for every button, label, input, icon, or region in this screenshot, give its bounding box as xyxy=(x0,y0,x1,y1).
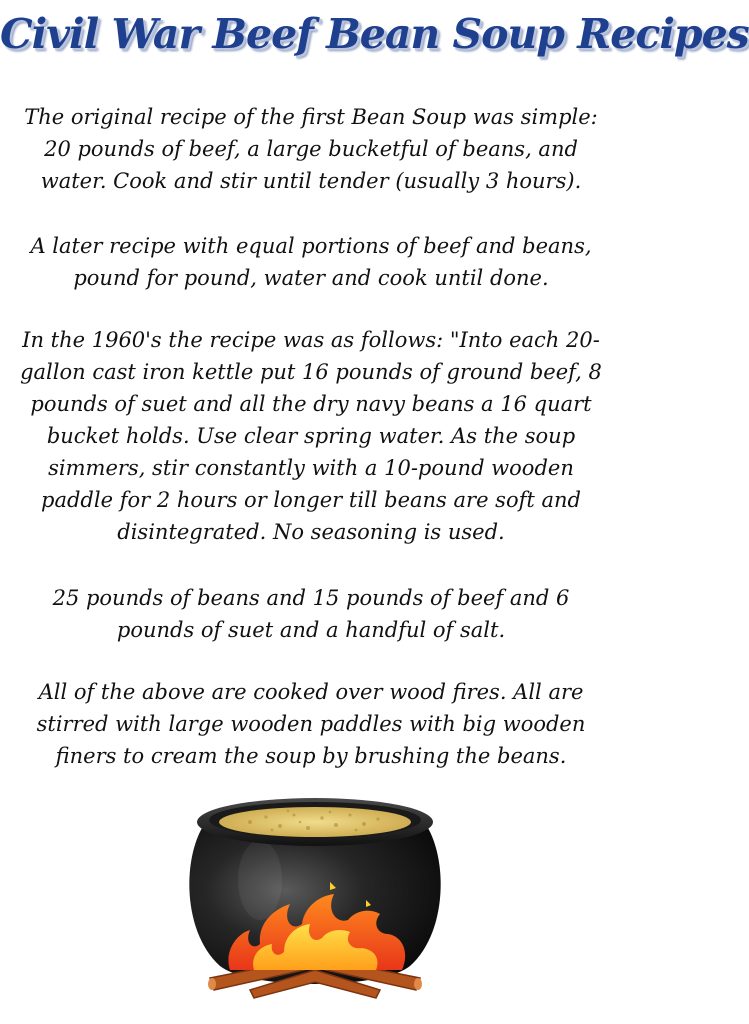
paragraph-later-recipe: A later recipe with equal portions of beef and beans, pound for pound, water and cook until done. xyxy=(30,234,592,290)
paragraph-cooking-method: All of the above are cooked over wood fires. All are stirred with large wooden paddles with big wooden finers to cream the soup by brushing the beans. xyxy=(36,680,586,768)
paragraph-original-recipe: The original recipe of the first Bean Soup was simple: 20 pounds of beef, a large bucketful of beans, and water. Cook and stir until tender (usually 3 hours). xyxy=(24,105,598,193)
paragraph-proportions: 25 pounds of beans and 15 pounds of beef and 6 pounds of suet and a handful of salt. xyxy=(52,586,570,642)
soup-cauldron-over-fire-icon xyxy=(180,784,450,1006)
paragraph-1960s-recipe: In the 1960's the recipe was as follows: "Into each 20-gallon cast iron kettle put 16 pounds of ground beef, 8 pounds of suet and all the dry navy beans a 16 quart bucket holds. Use clear spring water. As the soup simmers, stir constantly with a 10-pound wooden paddle for 2 hours or longer till beans are soft and disintegrated. No seasoning is used. xyxy=(20,328,602,544)
page-title: Civil War Beef Bean Soup Recipes xyxy=(0,10,749,58)
